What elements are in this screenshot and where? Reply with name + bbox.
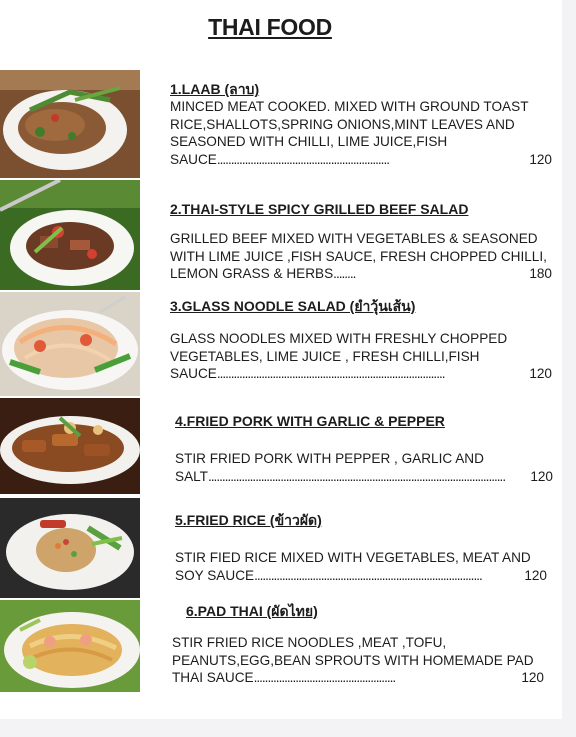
menu-item-fried-pork [175,412,553,485]
pad-thai-photo [0,600,140,692]
description-text: STIR FRIED PORK WITH PEPPER , GARLIC AND SALT [175,451,484,484]
item-price: 120 [524,567,547,583]
description-text: MINCED MEAT COOKED. MIXED WITH GROUND TOAST RICE,SHALLOTS,SPRING ONIONS,MINT LEAVES AND SEASONED WITH CHILLI, LIME JUICE,FISH SAUCE [170,99,529,167]
leader-dots: ........ [333,266,356,281]
item-name: 5.FRIED RICE (ข้าวผัด) [175,512,322,528]
page-bottom-margin [0,719,576,737]
item-name: 4.FRIED PORK WITH GARLIC & PEPPER [175,413,445,429]
leader-dots: ........................................................................................................... [208,468,506,484]
item-description [170,330,552,383]
laab-photo [0,70,140,178]
menu-item-fried-rice [175,511,547,584]
leader-dots: ................................................... [253,670,396,685]
fried-rice-photo [0,498,140,598]
fried-pork-photo [0,398,140,494]
item-price: 120 [530,468,553,484]
item-price: 180 [529,266,552,281]
page-right-margin [562,0,576,737]
item-price: 120 [529,151,552,167]
menu-item-laab [170,80,552,168]
leader-dots: .................................................................................. [216,366,445,381]
description-text: GLASS NOODLES MIXED WITH FRESHLY CHOPPED VEGETABLES, LIME JUICE , FRESH CHILLI,FISH SAUCE [170,331,508,381]
item-description [172,634,544,687]
leader-dots: .............................................................. [216,151,390,167]
menu-item-beef-salad [170,200,552,283]
menu-item-glass-noodle-salad [170,297,552,383]
item-description [170,98,552,168]
description-text: STIR FIED RICE MIXED WITH VEGETABLES, MEAT AND SOY SAUCE [175,550,531,583]
leader-dots: .................................................................................. [254,567,482,583]
menu-item-pad-thai [172,602,544,687]
item-name: 6.PAD THAI (ผัดไทย) [186,603,318,619]
item-name: 3.GLASS NOODLE SALAD (ยำวุ้นเส้น) [170,298,416,314]
description-text: GRILLED BEEF MIXED WITH VEGETABLES & SEASONED WITH LIME JUICE ,FISH SAUCE, FRESH CHOPPED CHILLI, LEMON GRASS & HERBS [170,231,547,281]
item-name: 2.THAI-STYLE SPICY GRILLED BEEF SALAD [170,201,469,217]
menu-title: THAI FOOD [208,14,332,40]
item-name: 1.LAAB (ลาบ) [170,81,260,97]
description-text: STIR FRIED RICE NOODLES ,MEAT ,TOFU, PEANUTS,EGG,BEAN SPROUTS WITH HOMEMADE PAD THAI SAUCE [172,635,534,685]
item-price: 120 [529,366,552,381]
item-description [170,230,552,283]
glass-noodle-salad-photo [0,292,140,396]
item-price: 120 [521,670,544,685]
beef-salad-photo [0,180,140,290]
item-description [175,450,553,485]
item-description [175,549,547,584]
